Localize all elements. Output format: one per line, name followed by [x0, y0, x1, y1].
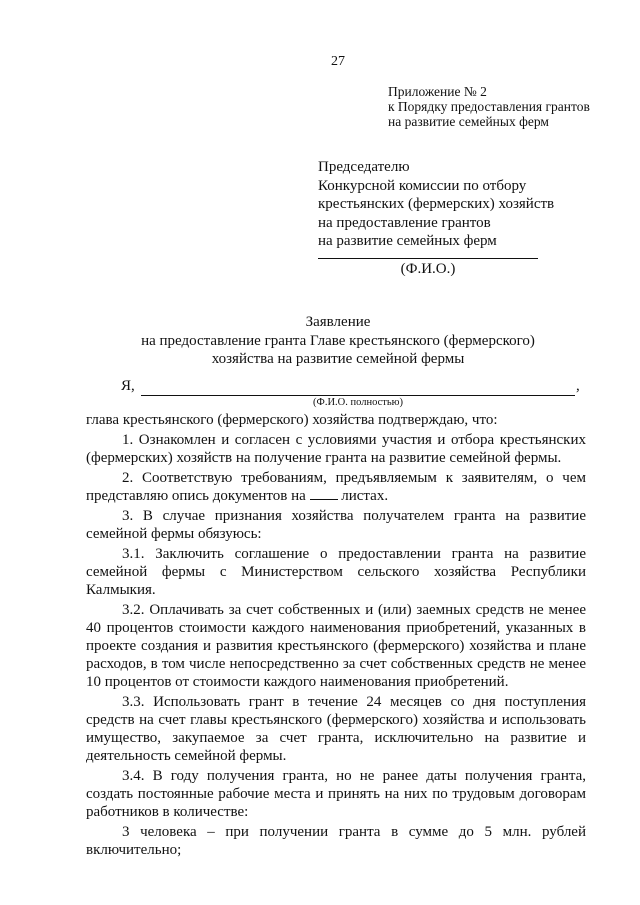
applicant-prefix: Я, [121, 378, 135, 394]
page-number: 27 [331, 54, 345, 69]
paragraph-1: 1. Ознакомлен и согласен с условиями участия и отбора крестьянских (фермерских) хозяйств на получение гранта на развитие семейной фермы. [86, 432, 586, 466]
title-line: хозяйства на развитие семейной фермы [211, 351, 465, 367]
paragraph-2-text: 2. Соответствую требованиям, предъявляемым к заявителям, о чем представляю опись документов на [86, 470, 586, 504]
paragraph-3-2: 3.2. Оплачивать за счет собственных и (или) заемных средств не менее 40 процентов стоимости каждого наименования приобретений, указанных в проекте создания и развития крестьянского (фермерского) хозяйства и плане расходов, в том числе непосредственно за счет собственных средств не менее 10 процентов от стоимости каждого наименования приобретений. [86, 602, 586, 690]
appendix-line: Приложение № 2 [388, 84, 487, 99]
paragraph-2 [86, 469, 586, 505]
addressee-line: крестьянских (фермерских) хозяйств [318, 196, 555, 212]
paragraph-3-4: 3.4. В году получения гранта, но не ранее даты получения гранта, создать постоянные рабочие места и принять на них по трудовым договорам работников в количестве: [86, 768, 586, 820]
paragraph-2-end: листах. [341, 488, 389, 504]
addressee-fio-label: (Ф.И.О.) [400, 261, 456, 277]
appendix-reference [388, 84, 628, 129]
applicant-name-line [141, 395, 575, 396]
addressee-block [318, 158, 554, 251]
applicant-suffix: , [576, 378, 580, 394]
addressee-line: на развитие семейных ферм [318, 233, 497, 249]
paragraph-3-3: 3.3. Использовать грант в течение 24 месяцев со дня поступления средств на счет главы крестьянского (фермерского) хозяйства и использовать имущество, закупаемое за счет гранта, исключительно на развитие и деятельность семейной фермы. [86, 694, 586, 764]
sheet-count-blank [310, 487, 338, 500]
addressee-line: Председателю [318, 159, 410, 175]
intro-paragraph: глава крестьянского (фермерского) хозяйства подтверждаю, что: [86, 412, 498, 428]
document-title [0, 313, 640, 369]
addressee-line: Конкурсной комиссии по отбору [318, 177, 527, 194]
paragraph-3-1: 3.1. Заключить соглашение о предоставлении гранта на развитие семейной фермы с Министерством сельского хозяйства Республики Калмыкия. [86, 546, 586, 598]
appendix-line: на развитие семейных ферм [388, 114, 549, 129]
appendix-line: к Порядку предоставления грантов [388, 99, 590, 114]
addressee-name-line [318, 258, 538, 259]
title-line: Заявление [305, 314, 371, 330]
applicant-fio-label: (Ф.И.О. полностью) [313, 397, 403, 408]
title-line: на предоставление гранта Главе крестьянского (фермерского) [141, 332, 535, 349]
paragraph-3-4-a: 3 человека – при получении гранта в сумме до 5 млн. рублей включительно; [86, 824, 586, 858]
application-body [86, 411, 586, 859]
paragraph-3: 3. В случае признания хозяйства получателем гранта на развитие семейной фермы обязуюсь: [86, 508, 586, 542]
addressee-line: на предоставление грантов [318, 214, 491, 231]
